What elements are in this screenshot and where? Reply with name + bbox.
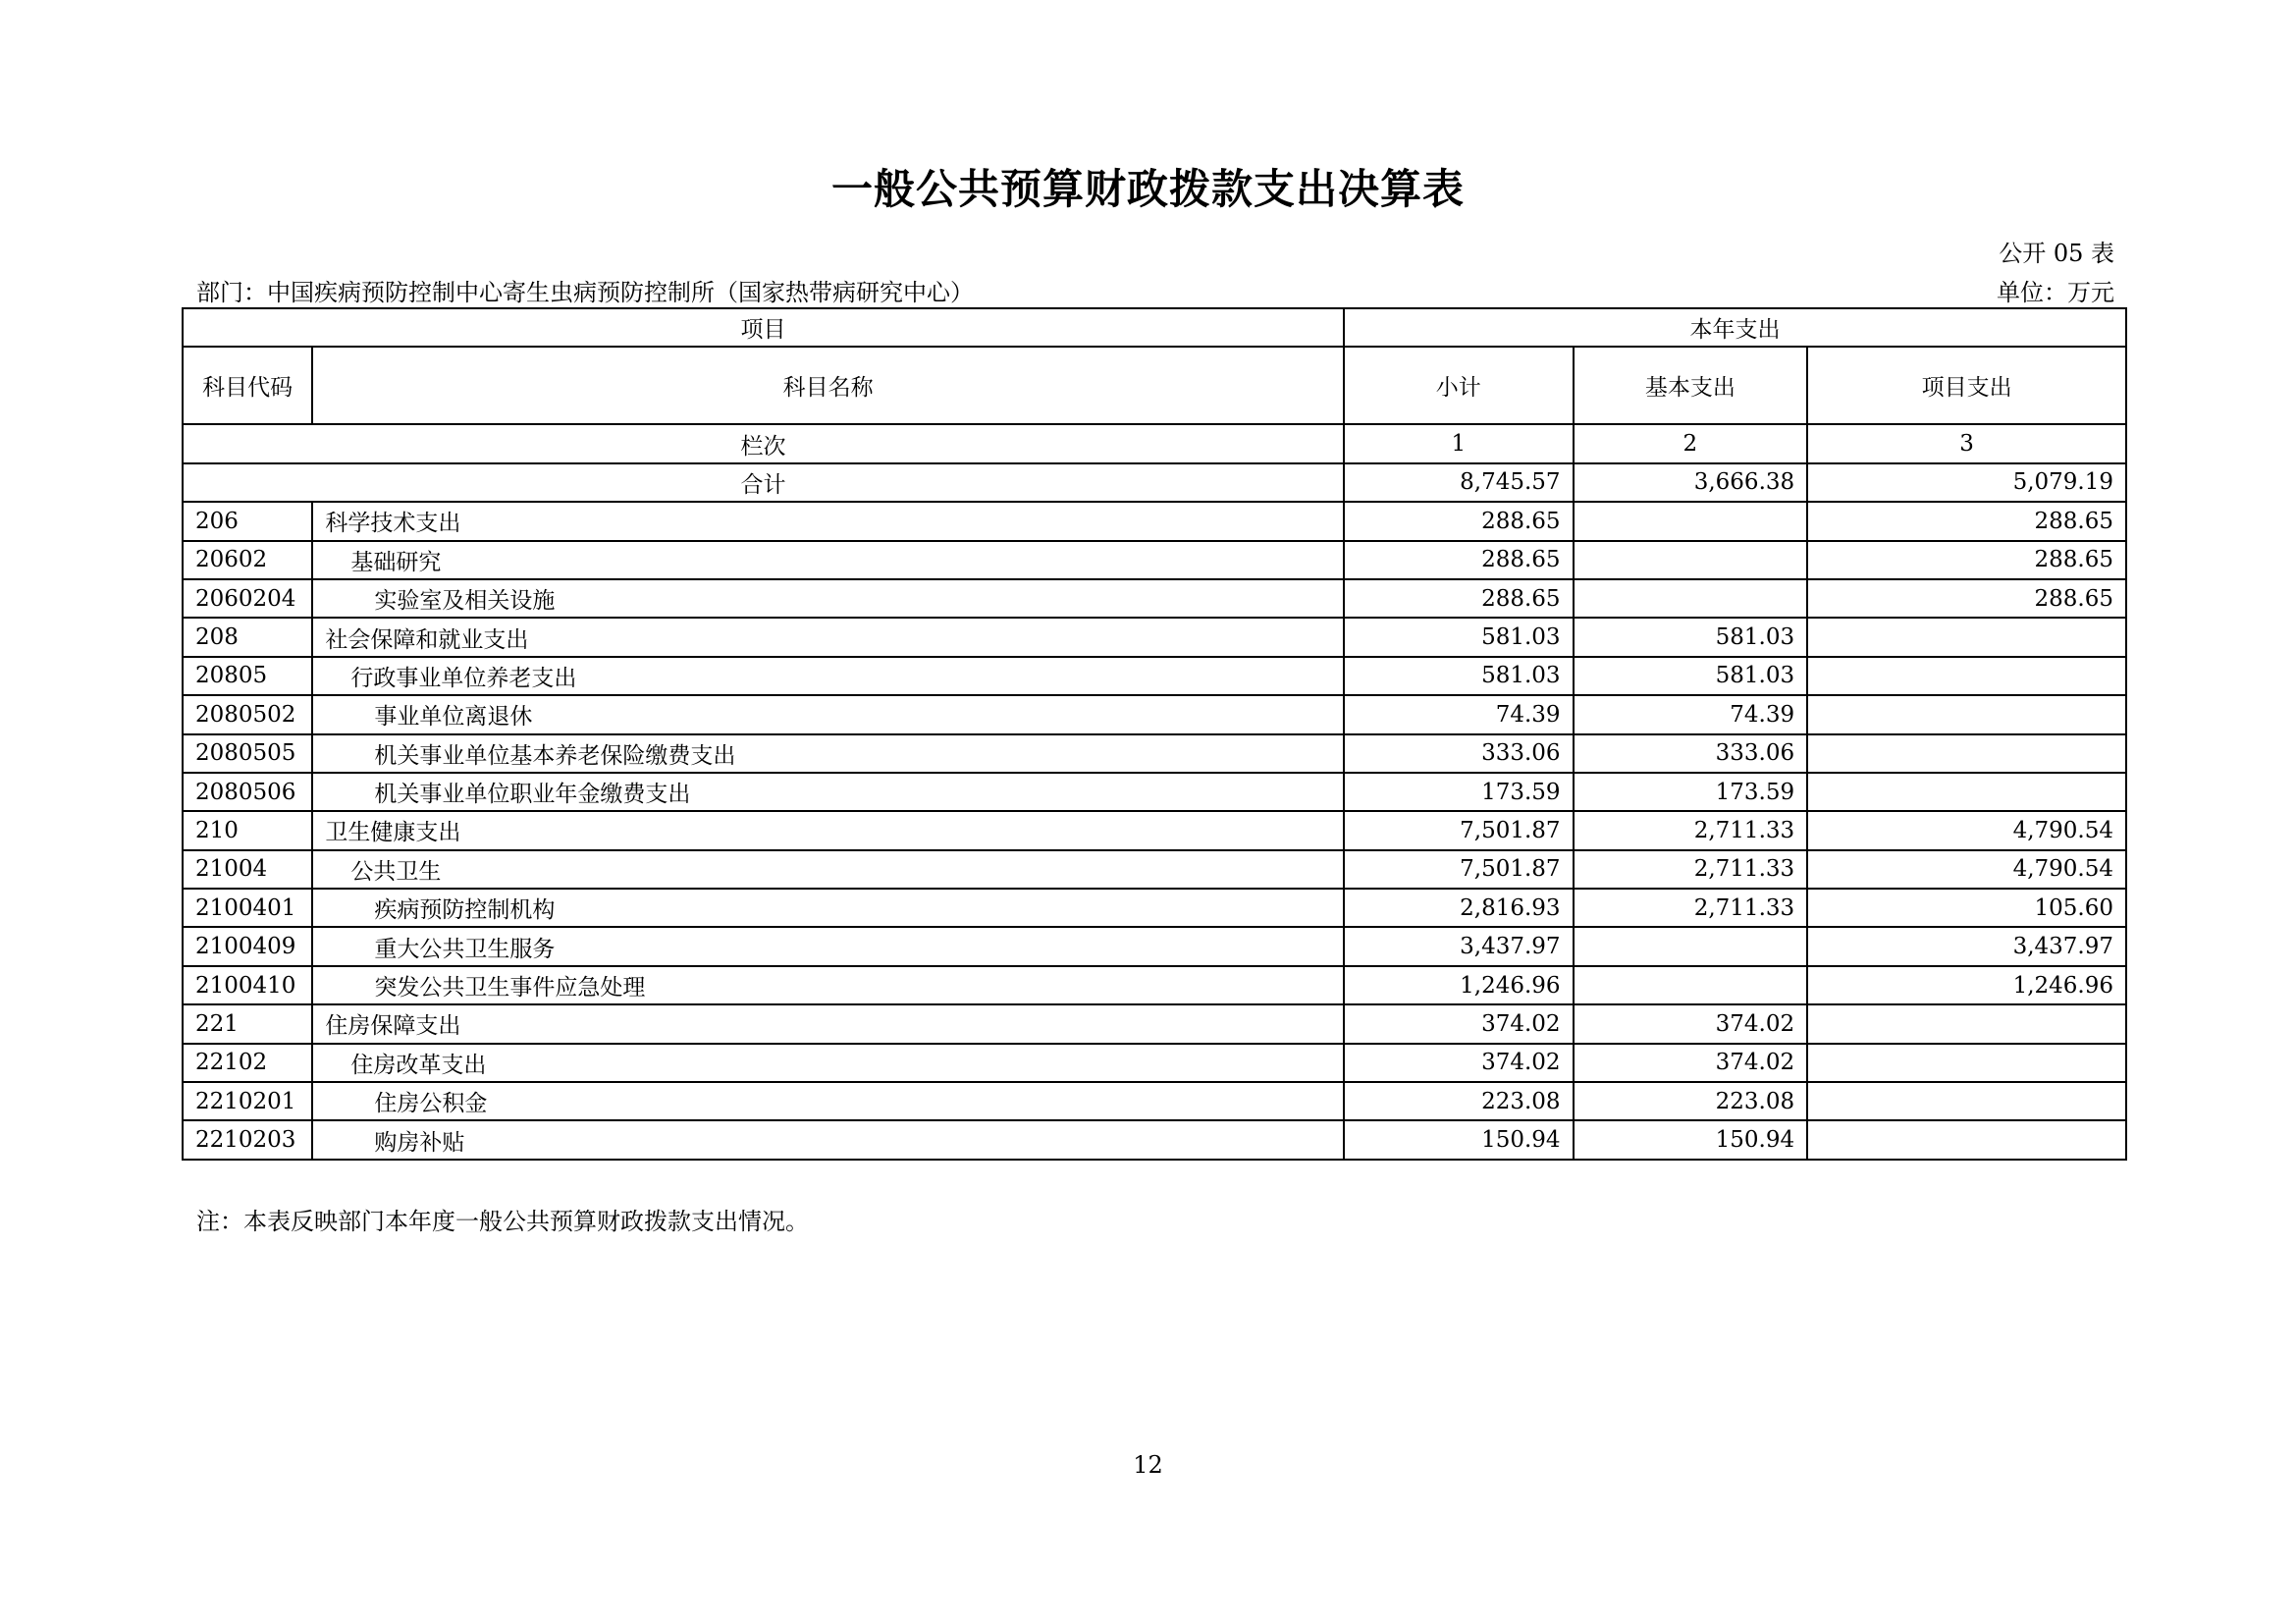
row-name: 基础研究 xyxy=(312,541,1344,579)
row-name: 事业单位离退休 xyxy=(312,695,1344,733)
footnote: 注：本表反映部门本年度一般公共预算财政拨款支出情况。 xyxy=(196,1208,809,1235)
header-subtotal: 小计 xyxy=(1344,347,1574,424)
header-code: 科目代码 xyxy=(183,347,312,424)
header-project-expense: 项目支出 xyxy=(1807,347,2126,424)
total-project: 5,079.19 xyxy=(1807,463,2126,502)
row-subtotal: 223.08 xyxy=(1344,1082,1574,1120)
header-current-year: 本年支出 xyxy=(1344,308,2126,347)
row-subtotal: 374.02 xyxy=(1344,1004,1574,1043)
table-row xyxy=(183,1082,2126,1120)
row-subtotal: 3,437.97 xyxy=(1344,927,1574,965)
row-basic: 223.08 xyxy=(1574,1082,1808,1120)
header-row-top xyxy=(183,308,2126,347)
row-code: 2080502 xyxy=(183,695,312,733)
table-row xyxy=(183,811,2126,849)
row-subtotal: 581.03 xyxy=(1344,618,1574,656)
column-index-row xyxy=(183,424,2126,462)
page-title: 一般公共预算财政拨款支出决算表 xyxy=(830,165,1465,213)
header-row-columns xyxy=(183,347,2126,424)
total-label: 合计 xyxy=(183,463,1344,502)
row-project: 288.65 xyxy=(1807,541,2126,579)
row-project xyxy=(1807,1120,2126,1159)
row-basic: 2,711.33 xyxy=(1574,850,1808,889)
unit-label: 单位：万元 xyxy=(1997,279,2114,306)
row-project: 4,790.54 xyxy=(1807,850,2126,889)
table-row xyxy=(183,1004,2126,1043)
row-name: 科学技术支出 xyxy=(312,502,1344,540)
row-subtotal: 7,501.87 xyxy=(1344,811,1574,849)
table-row xyxy=(183,695,2126,733)
table-row xyxy=(183,541,2126,579)
header-name: 科目名称 xyxy=(312,347,1344,424)
header-project: 项目 xyxy=(183,308,1344,347)
row-code: 2080505 xyxy=(183,734,312,773)
department-label: 部门：中国疾病预防控制中心寄生虫病预防控制所（国家热带病研究中心） xyxy=(196,279,974,306)
row-project: 3,437.97 xyxy=(1807,927,2126,965)
column-index-2: 2 xyxy=(1574,424,1808,462)
row-basic: 333.06 xyxy=(1574,734,1808,773)
row-project xyxy=(1807,695,2126,733)
column-index-label: 栏次 xyxy=(183,424,1344,462)
row-project xyxy=(1807,1044,2126,1082)
row-subtotal: 173.59 xyxy=(1344,773,1574,811)
column-index-1: 1 xyxy=(1344,424,1574,462)
row-name: 行政事业单位养老支出 xyxy=(312,657,1344,695)
row-basic xyxy=(1574,579,1808,618)
row-name: 实验室及相关设施 xyxy=(312,579,1344,618)
table-row xyxy=(183,773,2126,811)
row-basic: 74.39 xyxy=(1574,695,1808,733)
row-code: 2100410 xyxy=(183,966,312,1004)
row-code: 2060204 xyxy=(183,579,312,618)
row-subtotal: 2,816.93 xyxy=(1344,889,1574,927)
row-subtotal: 333.06 xyxy=(1344,734,1574,773)
row-code: 21004 xyxy=(183,850,312,889)
row-basic: 581.03 xyxy=(1574,657,1808,695)
row-code: 2100409 xyxy=(183,927,312,965)
row-basic: 2,711.33 xyxy=(1574,811,1808,849)
row-project xyxy=(1807,657,2126,695)
page-number: 12 xyxy=(1133,1451,1163,1479)
row-name: 疾病预防控制机构 xyxy=(312,889,1344,927)
row-project: 4,790.54 xyxy=(1807,811,2126,849)
row-project xyxy=(1807,618,2126,656)
row-subtotal: 581.03 xyxy=(1344,657,1574,695)
row-basic: 2,711.33 xyxy=(1574,889,1808,927)
row-name: 住房保障支出 xyxy=(312,1004,1344,1043)
table-row xyxy=(183,579,2126,618)
row-name: 社会保障和就业支出 xyxy=(312,618,1344,656)
row-code: 22102 xyxy=(183,1044,312,1082)
table-row xyxy=(183,850,2126,889)
table-row xyxy=(183,966,2126,1004)
row-subtotal: 1,246.96 xyxy=(1344,966,1574,1004)
row-name: 公共卫生 xyxy=(312,850,1344,889)
total-row xyxy=(183,463,2126,502)
row-code: 2210203 xyxy=(183,1120,312,1159)
row-basic xyxy=(1574,502,1808,540)
row-subtotal: 74.39 xyxy=(1344,695,1574,733)
table-row xyxy=(183,1044,2126,1082)
row-subtotal: 150.94 xyxy=(1344,1120,1574,1159)
table-row xyxy=(183,734,2126,773)
total-basic: 3,666.38 xyxy=(1574,463,1808,502)
row-basic: 173.59 xyxy=(1574,773,1808,811)
row-project xyxy=(1807,773,2126,811)
row-subtotal: 288.65 xyxy=(1344,541,1574,579)
row-basic xyxy=(1574,966,1808,1004)
row-project: 288.65 xyxy=(1807,502,2126,540)
row-name: 购房补贴 xyxy=(312,1120,1344,1159)
table-row xyxy=(183,927,2126,965)
row-code: 2210201 xyxy=(183,1082,312,1120)
row-name: 卫生健康支出 xyxy=(312,811,1344,849)
table-row xyxy=(183,889,2126,927)
row-project xyxy=(1807,1004,2126,1043)
row-code: 20602 xyxy=(183,541,312,579)
row-subtotal: 374.02 xyxy=(1344,1044,1574,1082)
table-row xyxy=(183,657,2126,695)
row-code: 2080506 xyxy=(183,773,312,811)
row-subtotal: 288.65 xyxy=(1344,502,1574,540)
row-project xyxy=(1807,734,2126,773)
table-row xyxy=(183,502,2126,540)
column-index-3: 3 xyxy=(1807,424,2126,462)
row-basic xyxy=(1574,541,1808,579)
budget-table xyxy=(182,307,2127,1161)
row-name: 机关事业单位职业年金缴费支出 xyxy=(312,773,1344,811)
row-basic xyxy=(1574,927,1808,965)
row-basic: 150.94 xyxy=(1574,1120,1808,1159)
row-subtotal: 7,501.87 xyxy=(1344,850,1574,889)
row-code: 206 xyxy=(183,502,312,540)
row-basic: 581.03 xyxy=(1574,618,1808,656)
row-code: 20805 xyxy=(183,657,312,695)
row-code: 2100401 xyxy=(183,889,312,927)
table-row xyxy=(183,618,2126,656)
row-basic: 374.02 xyxy=(1574,1044,1808,1082)
form-number: 公开 05 表 xyxy=(1999,240,2114,267)
row-name: 住房公积金 xyxy=(312,1082,1344,1120)
row-name: 重大公共卫生服务 xyxy=(312,927,1344,965)
row-project: 105.60 xyxy=(1807,889,2126,927)
row-project xyxy=(1807,1082,2126,1120)
row-name: 突发公共卫生事件应急处理 xyxy=(312,966,1344,1004)
total-subtotal: 8,745.57 xyxy=(1344,463,1574,502)
row-project: 288.65 xyxy=(1807,579,2126,618)
row-subtotal: 288.65 xyxy=(1344,579,1574,618)
row-basic: 374.02 xyxy=(1574,1004,1808,1043)
row-project: 1,246.96 xyxy=(1807,966,2126,1004)
row-code: 208 xyxy=(183,618,312,656)
row-code: 221 xyxy=(183,1004,312,1043)
header-basic: 基本支出 xyxy=(1574,347,1808,424)
table-row xyxy=(183,1120,2126,1159)
row-name: 住房改革支出 xyxy=(312,1044,1344,1082)
row-code: 210 xyxy=(183,811,312,849)
row-name: 机关事业单位基本养老保险缴费支出 xyxy=(312,734,1344,773)
